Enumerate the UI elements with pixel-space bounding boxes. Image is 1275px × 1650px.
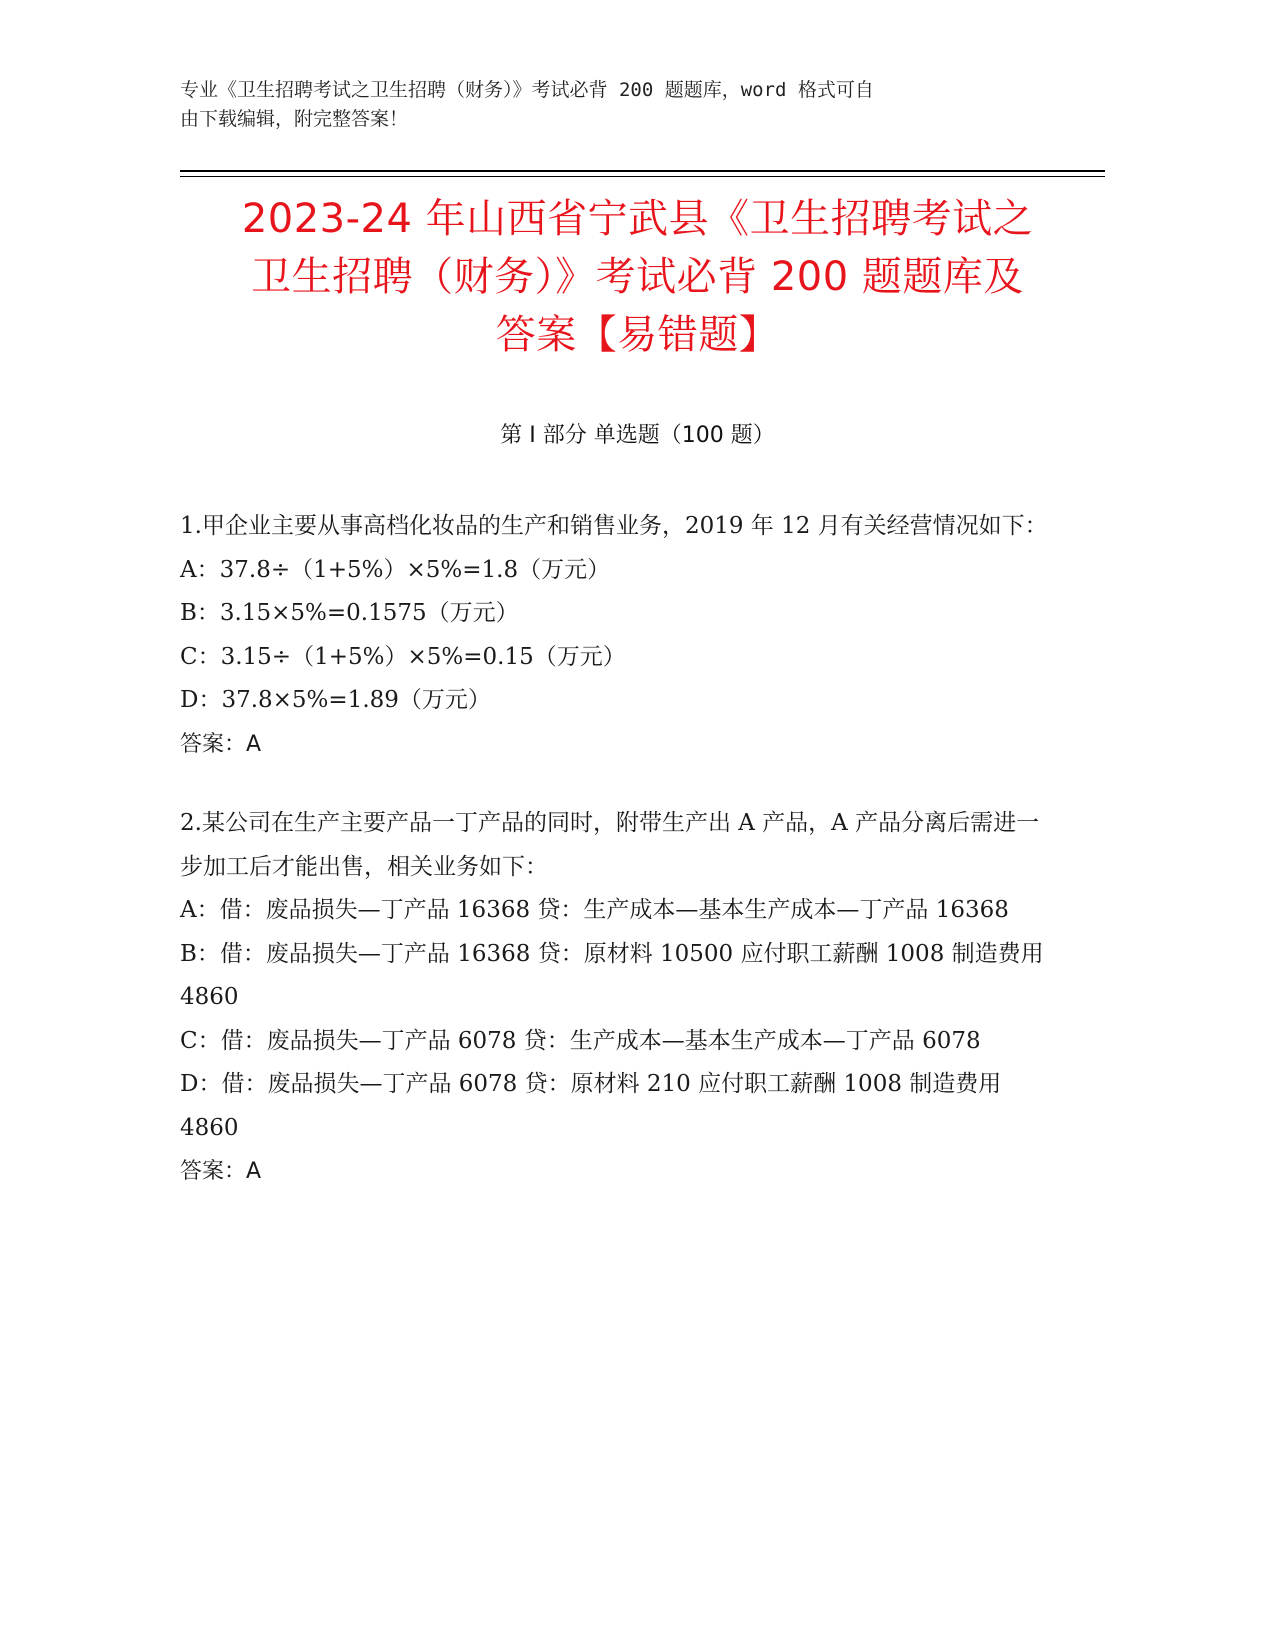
option-a: A：借：废品损失—丁产品 16368 贷：生产成本—基本生产成本—丁产品 16368 — [180, 897, 1009, 923]
answer: 答案：A — [180, 731, 262, 757]
option-c: C：3.15÷（1+5%）×5%=0.15（万元） — [180, 643, 626, 670]
header-note-line-2: 由下载编辑，附完整答案！ — [180, 108, 409, 130]
header-divider-thin — [180, 176, 1105, 177]
question-stem: 1.甲企业主要从事高档化妆品的生产和销售业务，2019 年 12 月有关经营情况如下： — [180, 513, 1048, 539]
title-line-1: 2023-24 年山西省宁武县《卫生招聘考试之 — [241, 196, 1034, 242]
header-note-line-1: 专业《卫生招聘考试之卫生招聘（财务）》考试必背 200 题题库，word 格式可自 — [180, 79, 874, 101]
document-title — [140, 190, 1135, 364]
header-note — [180, 76, 1080, 134]
question-list — [180, 505, 1050, 1230]
question-stem: 2.某公司在生产主要产品一丁产品的同时，附带生产出 A 产品，A 产品分离后需进一步加工后才能出售，相关业务如下： — [180, 810, 1040, 880]
option-d: D：借：废品损失—丁产品 6078 贷：原材料 210 应付职工薪酬 1008 制造费用 4860 — [180, 1071, 1002, 1141]
option-a: A：37.8÷（1+5%）×5%=1.8（万元） — [180, 556, 611, 583]
option-c: C：借：废品损失—丁产品 6078 贷：生产成本—基本生产成本—丁产品 6078 — [180, 1027, 981, 1054]
title-line-3: 答案【易错题】 — [495, 312, 780, 358]
question-2 — [180, 802, 1050, 1194]
section-title: 第 I 部分 单选题（100 题） — [500, 423, 775, 448]
option-b: B：3.15×5%=0.1575（万元） — [180, 600, 519, 626]
header-divider-thick — [180, 170, 1105, 172]
answer: 答案：A — [180, 1159, 262, 1184]
title-line-2: 卫生招聘（财务）》考试必背 200 题题库及 — [251, 254, 1024, 300]
option-b: B：借：废品损失—丁产品 16368 贷：原材料 10500 应付职工薪酬 1008 制造费用 4860 — [180, 940, 1044, 1010]
option-d: D：37.8×5%=1.89（万元） — [180, 687, 491, 713]
question-1 — [180, 505, 1050, 766]
